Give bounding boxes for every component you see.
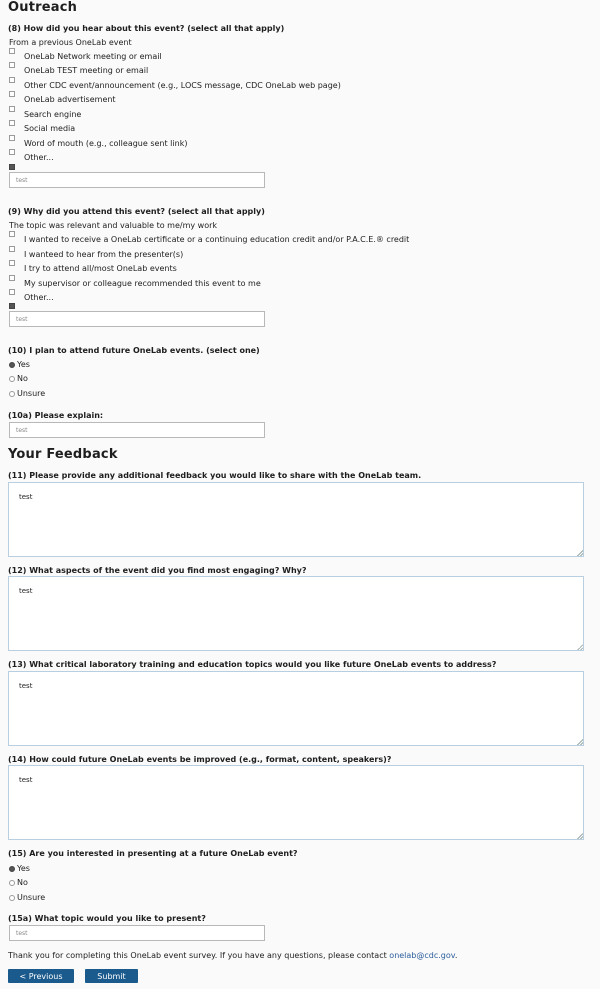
submit-button[interactable]: Submit (85, 969, 138, 983)
option-label: Word of mouth (e.g., colleague sent link) (24, 139, 188, 148)
option-label: OneLab advertisement (24, 95, 116, 104)
radio-unsure[interactable] (9, 895, 15, 901)
question-11-label: (11) Please provide any additional feedback you would like to share with the OneLab team. (8, 471, 422, 480)
question-9-label: (9) Why did you attend this event? (select all that apply) (8, 207, 265, 216)
question-15-label: (15) Are you interested in presenting at a future OneLab event? (8, 849, 298, 858)
question-8-label: (8) How did you hear about this event? (select all that apply) (8, 24, 285, 33)
checkbox-previous-onelab-event[interactable] (9, 48, 15, 54)
checkbox-social-media[interactable] (9, 135, 15, 141)
q10a-explain-input[interactable] (9, 422, 265, 438)
checkbox-attend-all[interactable] (9, 275, 15, 281)
checkbox-test-meeting[interactable] (9, 77, 15, 83)
thank-you-period: . (454, 951, 458, 960)
thank-you-text: Thank you for completing this OneLab event survey. If you have any questions, please contact (8, 951, 390, 960)
question-8-first-option-label: From a previous OneLab event (9, 38, 132, 47)
radio-label: No (17, 878, 28, 887)
feedback-section-title: Your Feedback (8, 447, 118, 462)
radio-label: Yes (17, 864, 30, 873)
option-label: I wanteed to hear from the presenter(s) (24, 250, 184, 259)
option-label: Other CDC event/announcement (e.g., LOCS message, CDC OneLab web page) (24, 81, 341, 90)
q15a-topic-input[interactable] (9, 925, 265, 941)
option-label: I wanted to receive a OneLab certificate or a continuing education credit and/or P.A.C.E.® credit (24, 235, 410, 244)
question-15a-label: (15a) What topic would you like to present? (8, 914, 206, 923)
q9-other-input[interactable] (9, 311, 265, 327)
checkbox-supervisor[interactable] (9, 289, 15, 295)
resize-handle[interactable] (577, 739, 583, 745)
radio-no[interactable] (9, 880, 15, 886)
checkbox-other-cdc-event[interactable] (9, 91, 15, 97)
resize-handle[interactable] (577, 833, 583, 839)
outreach-section-title: Outreach (8, 0, 78, 15)
checkbox-topic-relevant[interactable] (9, 231, 15, 237)
checkbox-certificate[interactable] (9, 246, 15, 252)
option-label: Other... (24, 293, 54, 302)
radio-label: Yes (17, 360, 30, 369)
checkbox-other[interactable] (9, 164, 15, 170)
option-label: My supervisor or colleague recommended this event to me (24, 279, 261, 288)
checkbox-network-meeting[interactable] (9, 62, 15, 68)
option-label: Search engine (24, 110, 82, 119)
radio-unsure[interactable] (9, 391, 15, 397)
radio-label: No (17, 374, 28, 383)
q12-engaging-textarea[interactable] (8, 576, 584, 651)
q11-feedback-textarea[interactable] (8, 482, 584, 557)
radio-label: Unsure (17, 389, 46, 398)
thank-you-message (8, 951, 457, 960)
resize-handle[interactable] (577, 644, 583, 650)
option-label: Other... (24, 153, 54, 162)
question-12-label: (12) What aspects of the event did you find most engaging? Why? (8, 566, 307, 575)
radio-yes[interactable] (9, 362, 15, 368)
question-10-label: (10) I plan to attend future OneLab events. (select one) (8, 346, 260, 355)
option-label: I try to attend all/most OneLab events (24, 264, 177, 273)
contact-email-link[interactable]: onelab@cdc.gov (389, 951, 455, 960)
option-label: Social media (24, 124, 76, 133)
radio-yes[interactable] (9, 866, 15, 872)
checkbox-word-of-mouth[interactable] (9, 149, 15, 155)
q13-topics-textarea[interactable] (8, 671, 584, 746)
question-14-label: (14) How could future OneLab events be improved (e.g., format, content, speakers)? (8, 755, 392, 764)
resize-handle[interactable] (577, 550, 583, 556)
checkbox-presenter[interactable] (9, 260, 15, 266)
checkbox-other[interactable] (9, 303, 15, 309)
radio-no[interactable] (9, 376, 15, 382)
option-label: OneLab Network meeting or email (24, 52, 162, 61)
radio-label: Unsure (17, 893, 46, 902)
checkbox-search-engine[interactable] (9, 120, 15, 126)
question-10a-label: (10a) Please explain: (8, 411, 104, 420)
question-13-label: (13) What critical laboratory training and education topics would you like future OneLab events to address? (8, 660, 497, 669)
question-9-first-option-label: The topic was relevant and valuable to me/my work (9, 221, 218, 230)
option-label: OneLab TEST meeting or email (24, 66, 149, 75)
checkbox-advertisement[interactable] (9, 106, 15, 112)
previous-button[interactable]: < Previous (8, 969, 74, 983)
q14-improve-textarea[interactable] (8, 765, 584, 840)
q8-other-input[interactable] (9, 172, 265, 188)
